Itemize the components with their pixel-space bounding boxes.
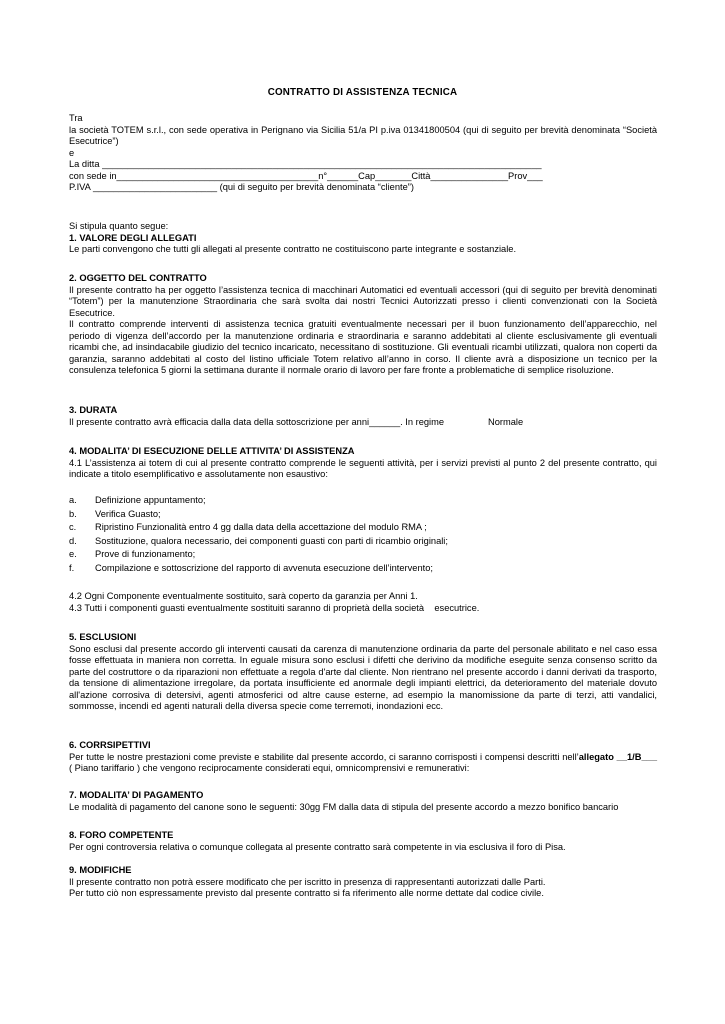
section-3-heading: 3. DURATA (69, 405, 118, 415)
section-4-heading: 4. MODALITA’ DI ESECUZIONE DELLE ATTIVITA’ DI ASSISTENZA (69, 446, 355, 456)
company-paragraph: la società TOTEM s.r.l., con sede operativa in Perignano via Sicilia 51/a PI p.iva 01341800504 (qui di seguito per brevità denominata “Società Esecutrice”) (69, 124, 657, 146)
section-5 (69, 632, 657, 713)
list-item: a. Definizione appuntamento; (69, 495, 206, 505)
section-3-text (69, 417, 657, 429)
section-2-paragraph-1: Il presente contratto ha per oggetto l’assistenza tecnica di macchinari Automatici ed eventuali accessori (qui di seguito per brevità denominati “Totem”) per la manutenzione Straordinaria che sarà svolta dai nostri Tecnici Autorizzati presso i clienti convenzionati con la Società Esecutrice. (69, 284, 657, 318)
section-4-intro: 4.1 L’assistenza ai totem di cui al presente contratto comprende le seguenti attività, per i servizi previsti al punto 2 del presente contratto, qui indicate a titolo esemplificativo e assolutamente non esaustivo: (69, 457, 657, 479)
allegato-label: allegato (578, 751, 614, 762)
section-4 (69, 446, 657, 481)
section-6-text: Per tutte le nostre prestazioni come previste e stabilite dal presente accordo, ci saranno corrisposti i compensi descritti nell’allegato __1/B___ ( Piano tariffario ) che vengono reciprocamente considerati equi, omnicomprensivi e remunerativi: (69, 751, 657, 773)
section-3 (69, 405, 657, 428)
section-6 (69, 740, 657, 775)
section-1-heading: 1. VALORE DEGLI ALLEGATI (69, 232, 197, 243)
section-7-text: Le modalità di pagamento del canone sono le seguenti: 30gg FM dalla data di stipula del presente accordo a mezzo bonifico bancario (69, 801, 619, 812)
section-2-paragraph-2: Il contratto comprende interventi di assistenza tecnica gratuiti eventualmente necessari per il buon funzionamento dell’apparecchio, nel periodo di vigenza dell’accordo per la manutenzione ordinaria e straordinaria e saranno addebitati al cliente esclusivamente gli eventuali ricambi che, ad insindacabile giudizio del tecnico incaricato, necessitano di sostituzione. Gli eventuali ricambi utilizzati, qualora non coperti da garanzia, saranno addebitati al costo del listino ufficiale Totem relativo all’anno in corso. Il cliente avrà a disposizione un tecnico per la consulenza telefonica 5 giorni la settimana durante il normale orario di lavoro per fare fronte a problematiche di semplice risoluzione. (69, 319, 657, 375)
sede-line: con sede in_______________________________________n°______Cap_______Città_______________Prov___ (69, 170, 543, 181)
section-2-heading: 2. OGGETTO DEL CONTRATTO (69, 273, 207, 283)
section-7-heading: 7. MODALITA’ DI PAGAMENTO (69, 790, 204, 800)
section-9-heading: 9. MODIFICHE (69, 865, 132, 875)
list-item: e. Prove di funzionamento; (69, 549, 196, 559)
list-item: c. Ripristino Funzionalità entro 4 gg dalla data della accettazione del modulo RMA ; (69, 522, 427, 532)
section-5-text: Sono esclusi dal presente accordo gli interventi causati da carenza di manutenzione ordinaria da parte del personale abilitato e nel caso essa fosse effettuata in maniera non corretta. In eguale misura sono esclusi i difetti che derivino da modifiche eseguite senza consenso scritto da parte del costruttore o da riparazioni non effettuate a regola d'arte dal cliente. Non rientrano nel presente accordo i danni derivati da trasporto, da tensione di alimentazione irregolare, da portata insufficiente ed anormale degli impianti elettrici, da deterioramento del materiale dovuto all'azione corrosiva di detersivi, agenti atmosferici od altre cause esterne, ad esempio la manomissione da parte di terzi, atti vandalici, sommosse, incendi ed agenti naturali della diversa specie come terremoti, inondazioni ecc. (69, 643, 657, 711)
section-5-heading: 5. ESCLUSIONI (69, 632, 137, 642)
ditta-line: La ditta _____________________________________________________________________________________ (69, 159, 542, 169)
section-3-duration: Il presente contratto avrà efficacia dalla data della sottoscrizione per anni______. In regime (69, 416, 445, 427)
list-item: d. Sostituzione, qualora necessario, dei componenti guasti con parti di ricambio originali; (69, 535, 448, 546)
section-8-heading: 8. FORO COMPETENTE (69, 830, 174, 840)
section-7 (69, 790, 657, 813)
section-8 (69, 830, 657, 853)
list-item: f. Compilazione e sottoscrizione del rapporto di avvenuta esecuzione dell’intervento; (69, 562, 433, 573)
list-item: b. Verifica Guasto; (69, 508, 161, 519)
section-4-2-text: 4.2 Ogni Componente eventualmente sostituito, sarà coperto da garanzia per Anni 1. (69, 591, 418, 601)
section-4-notes (69, 591, 657, 614)
stipula-text: Si stipula quanto segue: (69, 221, 169, 231)
section-3-regime: Normale (488, 416, 524, 427)
tra-label: Tra (69, 113, 83, 123)
piva-line: P.IVA ________________________ (qui di seguito per brevità denominata “cliente”) (69, 182, 414, 192)
section-9-paragraph-2: Per tutto ciò non espressamente previsto dal presente contratto si fa riferimento alle norme dettate dal codice civile. (69, 888, 544, 898)
document-title: CONTRATTO DI ASSISTENZA TECNICA (267, 87, 458, 98)
e-label: e (69, 147, 75, 158)
section-6-heading: 6. CORRSIPETTIVI (69, 740, 151, 750)
section-4-3-text: 4.3 Tutti i componenti guasti eventualmente sostituiti saranno di proprietà della società esecutrice. (69, 602, 480, 613)
section-1 (69, 221, 657, 256)
section-2 (69, 273, 657, 377)
parties-section (69, 113, 657, 194)
section-8-text: Per ogni controversia relativa o comunque collegata al presente contratto sarà competente in via esclusiva il foro di Pisa. (69, 841, 566, 852)
section-9 (69, 865, 657, 900)
section-9-paragraph-1: Il presente contratto non potrà essere modificato che per iscritto in presenza di rappresentanti autorizzati dalle Parti. (69, 876, 546, 887)
allegato-reference: __1/B___ (616, 751, 657, 762)
activity-list (69, 495, 657, 576)
section-1-text: Le parti convengono che tutti gli allegati al presente contratto ne costituiscono parte integrante e sostanziale. (69, 244, 517, 254)
